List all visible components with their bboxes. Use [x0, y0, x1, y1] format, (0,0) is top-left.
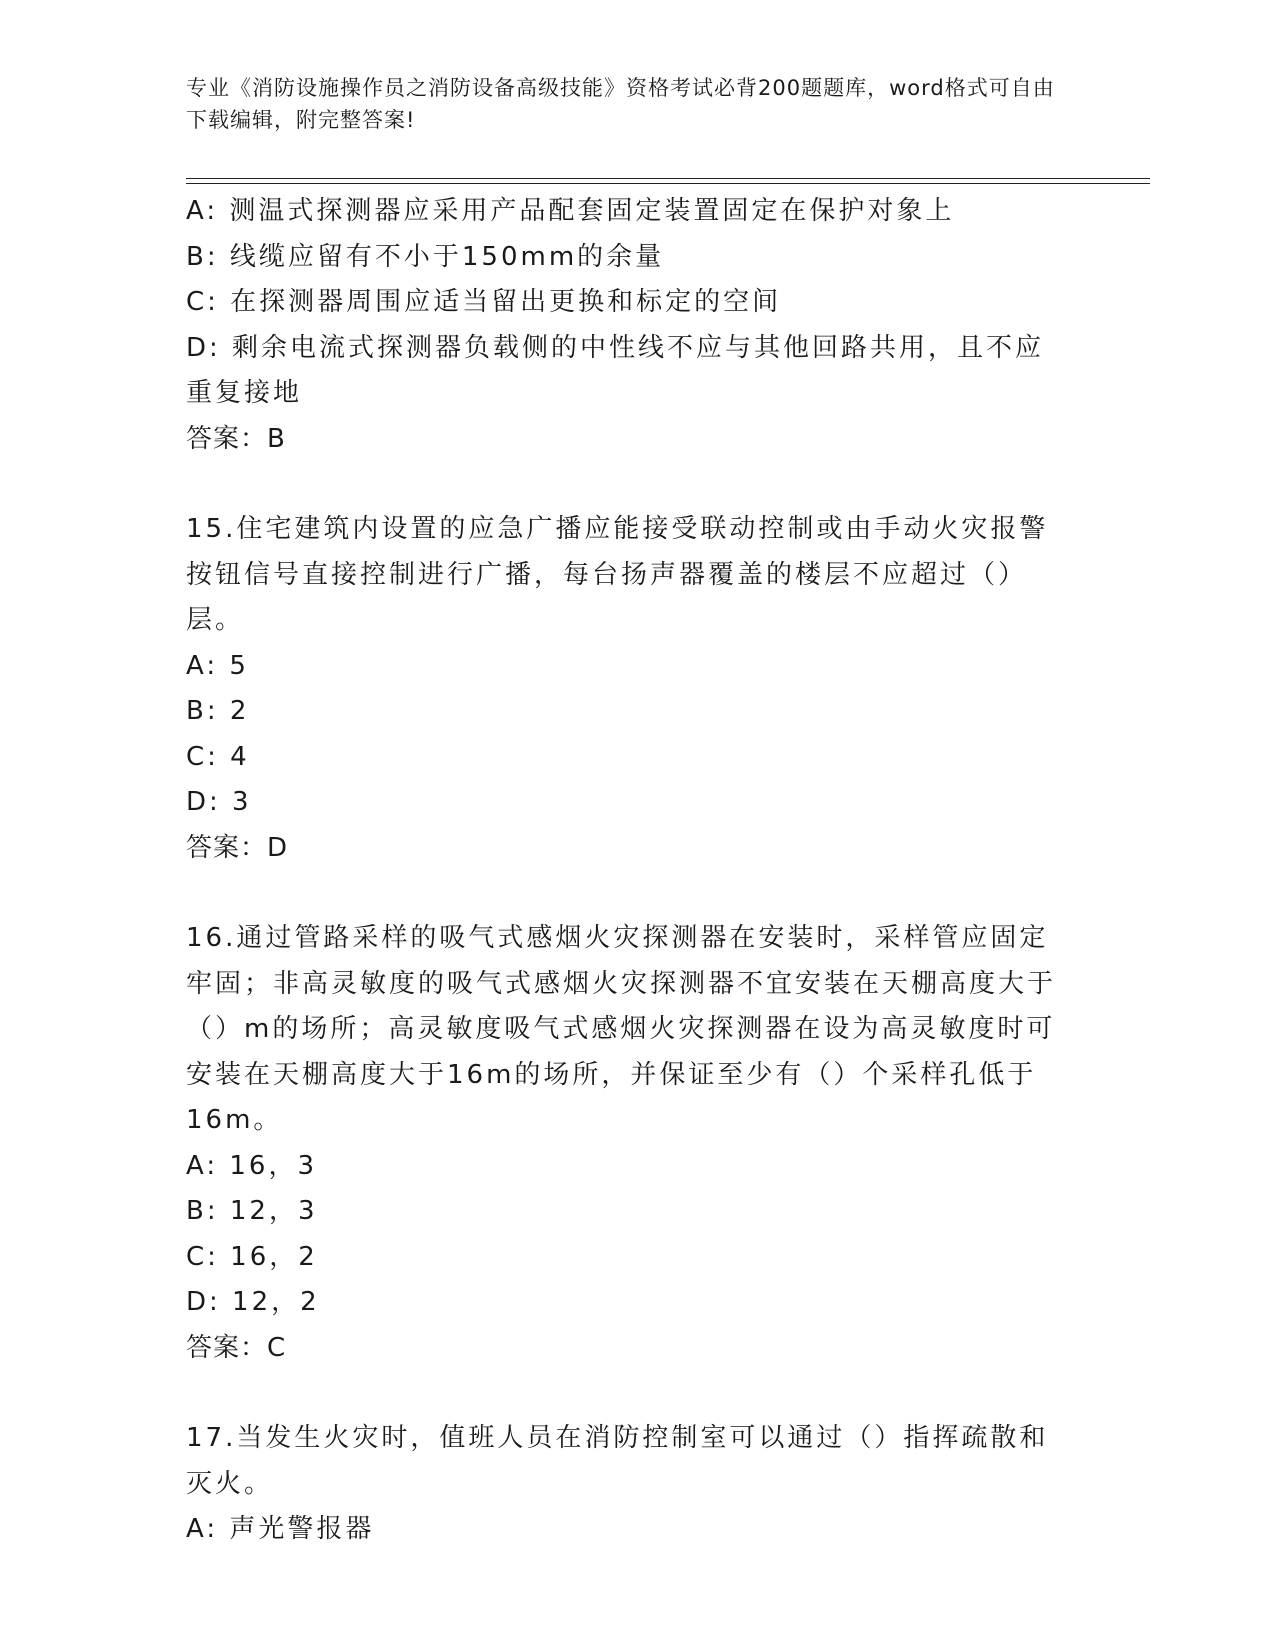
document-header — [186, 72, 1066, 136]
answer: 答案：B — [186, 423, 286, 454]
question-17 — [186, 1416, 1066, 1553]
option-c: C: 16，2 — [186, 1241, 318, 1272]
option-a: A: 测温式探测器应采用产品配套固定装置固定在保护对象上 — [186, 196, 955, 226]
question-15 — [186, 507, 1066, 871]
option-b: B: 线缆应留有不小于150mm的余量 — [186, 241, 665, 272]
question-16 — [186, 916, 1066, 1371]
answer: 答案：D — [186, 832, 289, 863]
option-b: B: 12，3 — [186, 1196, 318, 1226]
option-d: D: 剩余电流式探测器负载侧的中性线不应与其他回路共用，且不应重复接地 — [186, 332, 1045, 408]
option-d: D: 12，2 — [186, 1287, 320, 1317]
option-a: A: 16，3 — [186, 1150, 317, 1181]
question-stem: 16.通过管路采样的吸气式感烟火灾探测器在安装时，采样管应固定牢固；非高灵敏度的吸气式感烟火灾探测器不宜安装在天棚高度大于（）m的场所；高灵敏度吸气式感烟火灾探测器在设为高灵敏度时可安装在天棚高度大于16m的场所，并保证至少有（）个采样孔低于16m。 — [186, 923, 1057, 1135]
option-b: B: 2 — [186, 696, 250, 726]
header-divider-top — [186, 178, 1150, 179]
option-c: C: 4 — [186, 741, 250, 772]
option-d: D: 3 — [186, 787, 252, 817]
header-divider-bottom — [186, 183, 1150, 184]
answer: 答案：C — [186, 1332, 287, 1363]
option-c: C: 在探测器周围应适当留出更换和标定的空间 — [186, 287, 782, 317]
header-text: 专业《消防设施操作员之消防设备高级技能》资格考试必背200题题库，word格式可自由下载编辑，附完整答案! — [186, 76, 1055, 132]
question-list — [186, 189, 1066, 1553]
question-stem: 15.住宅建筑内设置的应急广播应能接受联动控制或由手动火灾报警按钮信号直接控制进行广播，每台扬声器覆盖的楼层不应超过（）层。 — [186, 514, 1049, 635]
question-14 — [186, 189, 1066, 462]
option-a: A: 声光警报器 — [186, 1514, 375, 1544]
option-a: A: 5 — [186, 650, 249, 681]
question-stem: 17.当发生火灾时，值班人员在消防控制室可以通过（）指挥疏散和灭火。 — [186, 1423, 1049, 1499]
